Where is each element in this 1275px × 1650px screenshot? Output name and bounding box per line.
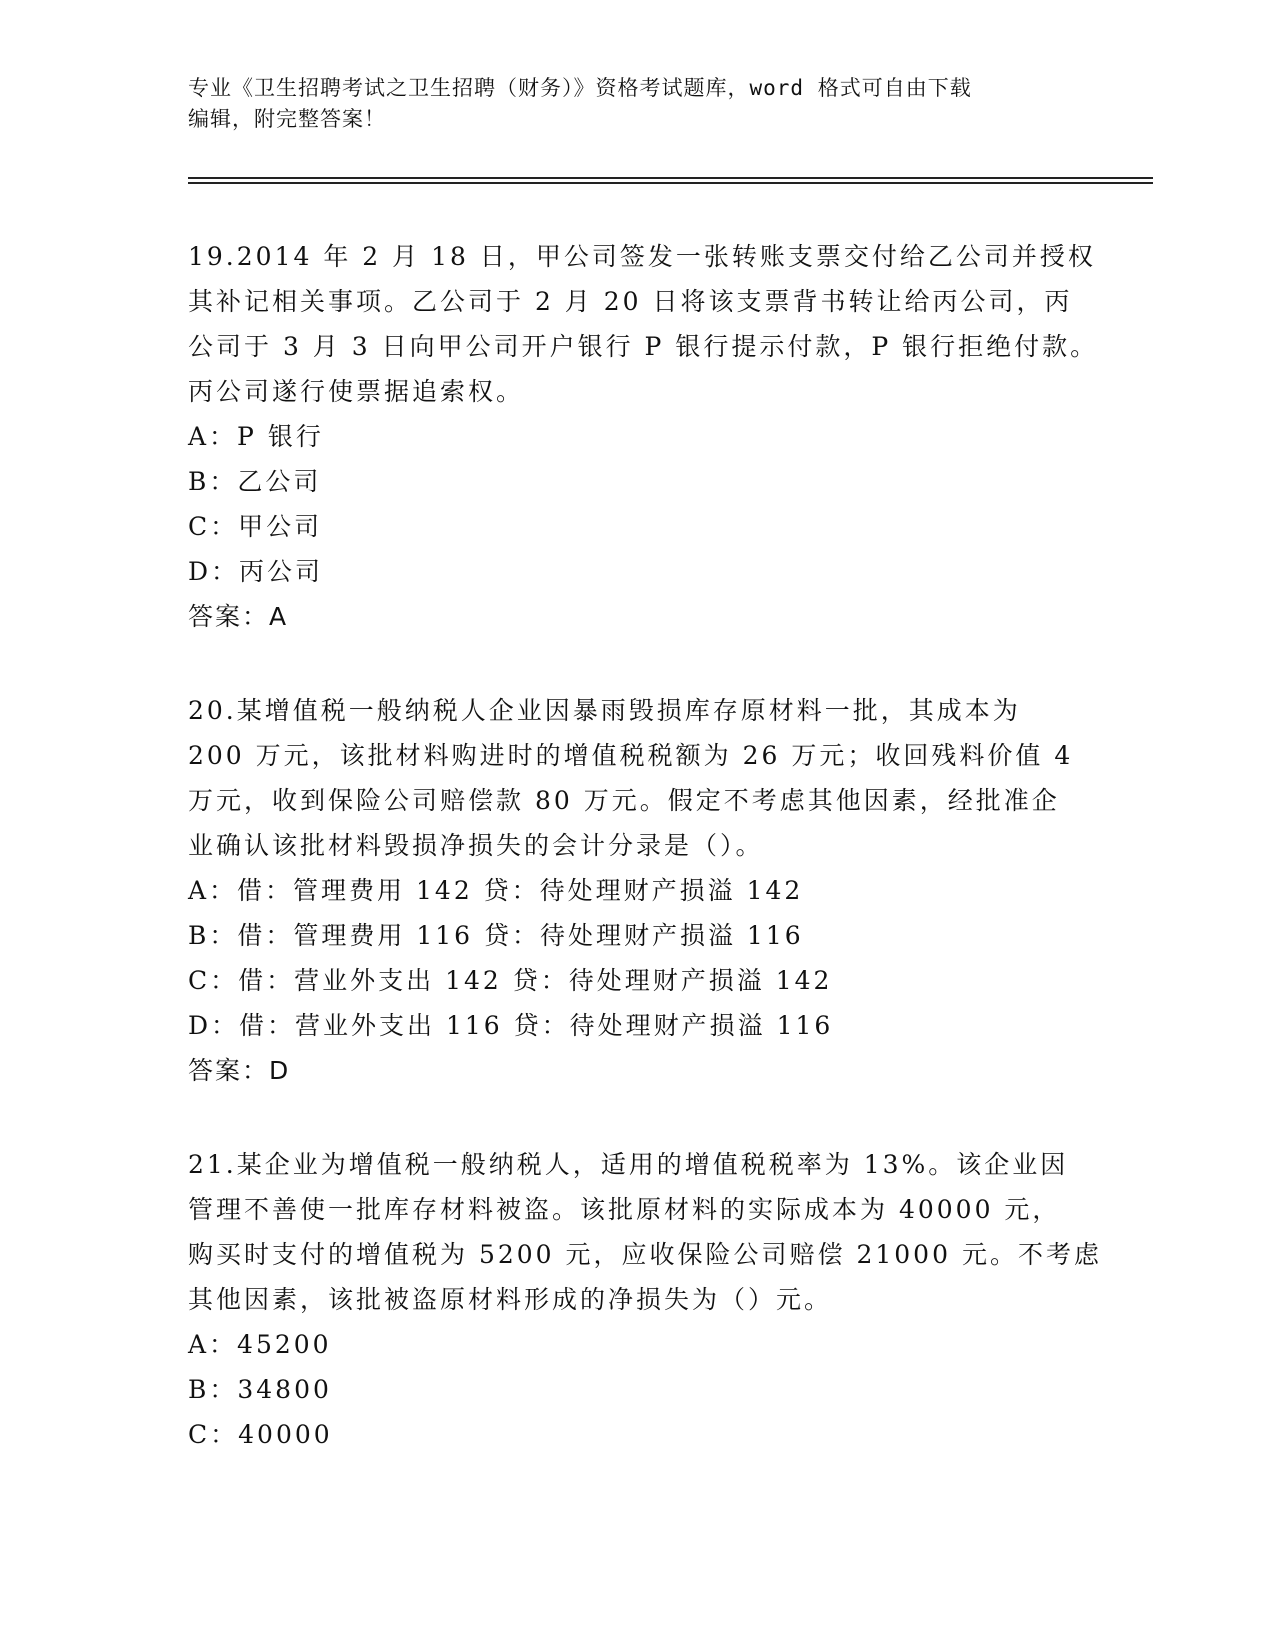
- option-a: A：P 银行: [188, 422, 324, 451]
- question-21: [188, 1142, 1102, 1457]
- header-divider-top: [188, 177, 1153, 179]
- question-20: [188, 688, 1078, 1093]
- option-a: A：45200: [188, 1330, 332, 1359]
- header-line-2: 编辑，附完整答案！: [188, 107, 386, 131]
- question-stem-line: 200 万元，该批材料购进时的增值税税额为 26 万元；收回残料价值 4: [188, 741, 1074, 770]
- option-c: C：借：营业外支出 142 贷：待处理财产损溢 142: [188, 966, 833, 995]
- question-stem-line: 管理不善使一批库存材料被盗。该批原材料的实际成本为 40000 元，: [188, 1195, 1061, 1224]
- question-stem-line: 购买时支付的增值税为 5200 元，应收保险公司赔偿 21000 元。不考虑: [188, 1240, 1102, 1269]
- question-stem-line: 19.2014 年 2 月 18 日，甲公司签发一张转账支票交付给乙公司并授权: [188, 242, 1096, 271]
- option-a: A：借：管理费用 142 贷：待处理财产损溢 142: [188, 876, 804, 905]
- option-b: B：34800: [188, 1375, 332, 1404]
- header-divider-bottom: [188, 182, 1153, 184]
- option-c: C：甲公司: [188, 512, 323, 541]
- question-stem-line: 业确认该批材料毁损净损失的会计分录是（）。: [188, 831, 764, 860]
- question-stem-line: 20.某增值税一般纳税人企业因暴雨毁损库存原材料一批，其成本为: [188, 696, 1021, 725]
- option-d: D：借：营业外支出 116 贷：待处理财产损溢 116: [188, 1011, 834, 1040]
- question-19: [188, 234, 1099, 639]
- option-b: B：借：管理费用 116 贷：待处理财产损溢 116: [188, 921, 804, 950]
- question-stem-line: 丙公司遂行使票据追索权。: [188, 377, 525, 406]
- option-b: B：乙公司: [188, 467, 322, 496]
- answer-label: 答案：D: [188, 1056, 291, 1085]
- document-header: [188, 73, 1088, 135]
- question-stem-line: 其补记相关事项。乙公司于 2 月 20 日将该支票背书转让给丙公司，丙: [188, 287, 1073, 316]
- question-stem-line: 万元，收到保险公司赔偿款 80 万元。假定不考虑其他因素，经批准企: [188, 786, 1060, 815]
- header-line-1: 专业《卫生招聘考试之卫生招聘（财务）》资格考试题库，word 格式可自由下载: [188, 76, 972, 100]
- question-stem-line: 其他因素，该批被盗原材料形成的净损失为（）元。: [188, 1285, 833, 1314]
- question-stem-line: 21.某企业为增值税一般纳税人，适用的增值税税率为 13%。该企业因: [188, 1150, 1069, 1179]
- option-c: C：40000: [188, 1420, 333, 1449]
- option-d: D：丙公司: [188, 557, 324, 586]
- answer-label: 答案：A: [188, 602, 289, 631]
- question-stem-line: 公司于 3 月 3 日向甲公司开户银行 P 银行提示付款，P 银行拒绝付款。: [188, 332, 1099, 361]
